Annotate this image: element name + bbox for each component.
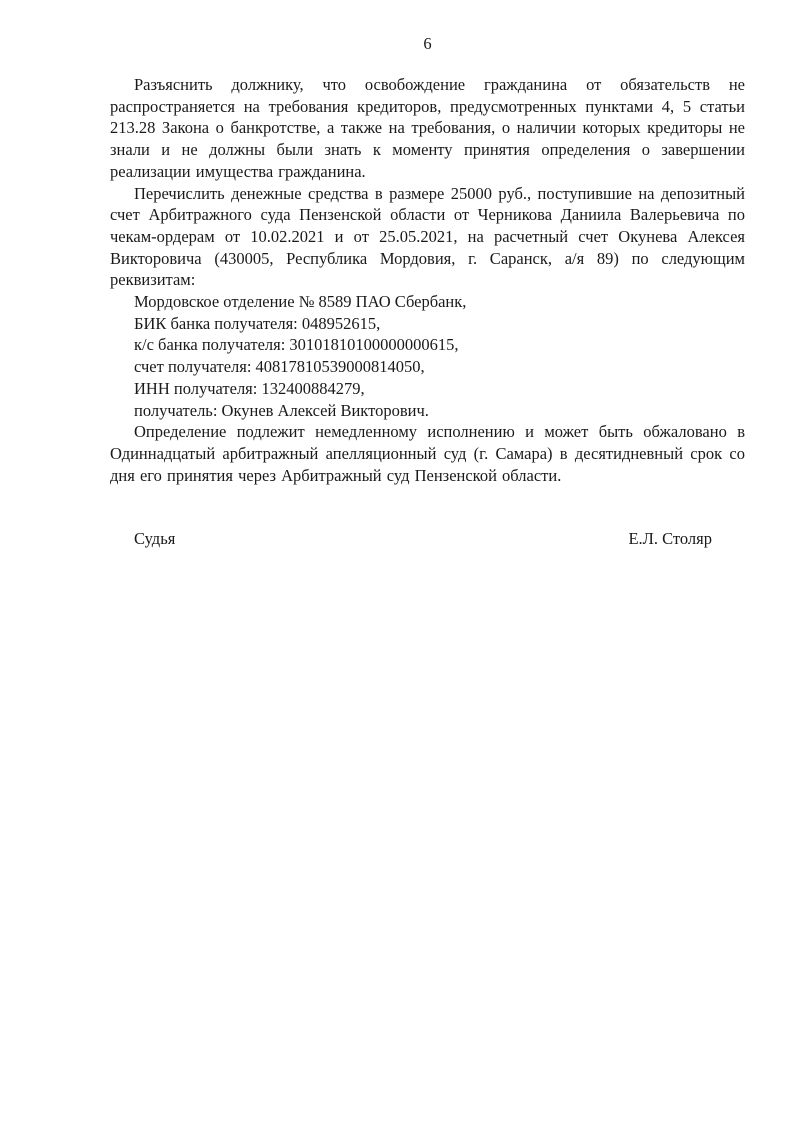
requisite-bik: БИК банка получателя: 048952615, (134, 313, 381, 333)
signature-role: Судья (134, 529, 176, 549)
requisite-bank-branch: Мордовское отделение № 8589 ПАО Сбербанк, (134, 292, 467, 312)
bank-requisites-list (110, 291, 745, 421)
page-number: 6 (423, 34, 432, 53)
signature-row (110, 528, 745, 550)
requisite-recipient-account: счет получателя: 40817810539000814050, (134, 357, 425, 377)
requisite-recipient-name: получатель: Окунев Алексей Викторович. (134, 400, 429, 420)
requisite-inn: ИНН получателя: 132400884279, (134, 378, 365, 398)
paragraph-appeal-order: Определение подлежит немедленному исполнению и может быть обжаловано в Одиннадцатый арбитражный апелляционный суд (г. Самара) в десятидневный срок со дня его принятия через Арбитражный суд Пензенской области. (110, 422, 745, 485)
paragraph-discharge-clarification: Разъяснить должнику, что освобождение гражданина от обязательств не распространяется на требования кредиторов, предусмотренных пунктами 4, 5 статьи 213.28 Закона о банкротстве, а также на требования, о наличии которых кредиторы не знали и не должны были знать к моменту принятия определения о завершении реализации имущества гражданина. (110, 75, 745, 181)
document-body (110, 74, 745, 550)
paragraph-funds-transfer: Перечислить денежные средства в размере 25000 руб., поступившие на депозитный счет Арбитражного суда Пензенской области от Черникова Даниила Валерьевича по чекам-ордерам от 10.02.2021 и от 25.05.2021, на расчетный счет Окунева Алексея Викторовича (430005, Республика Мордовия, г. Саранск, а/я 89) по следующим реквизитам: (110, 183, 745, 290)
requisite-corr-account: к/с банка получателя: 30101810100000000615, (134, 335, 459, 355)
signature-name: Е.Л. Столяр (628, 529, 712, 549)
